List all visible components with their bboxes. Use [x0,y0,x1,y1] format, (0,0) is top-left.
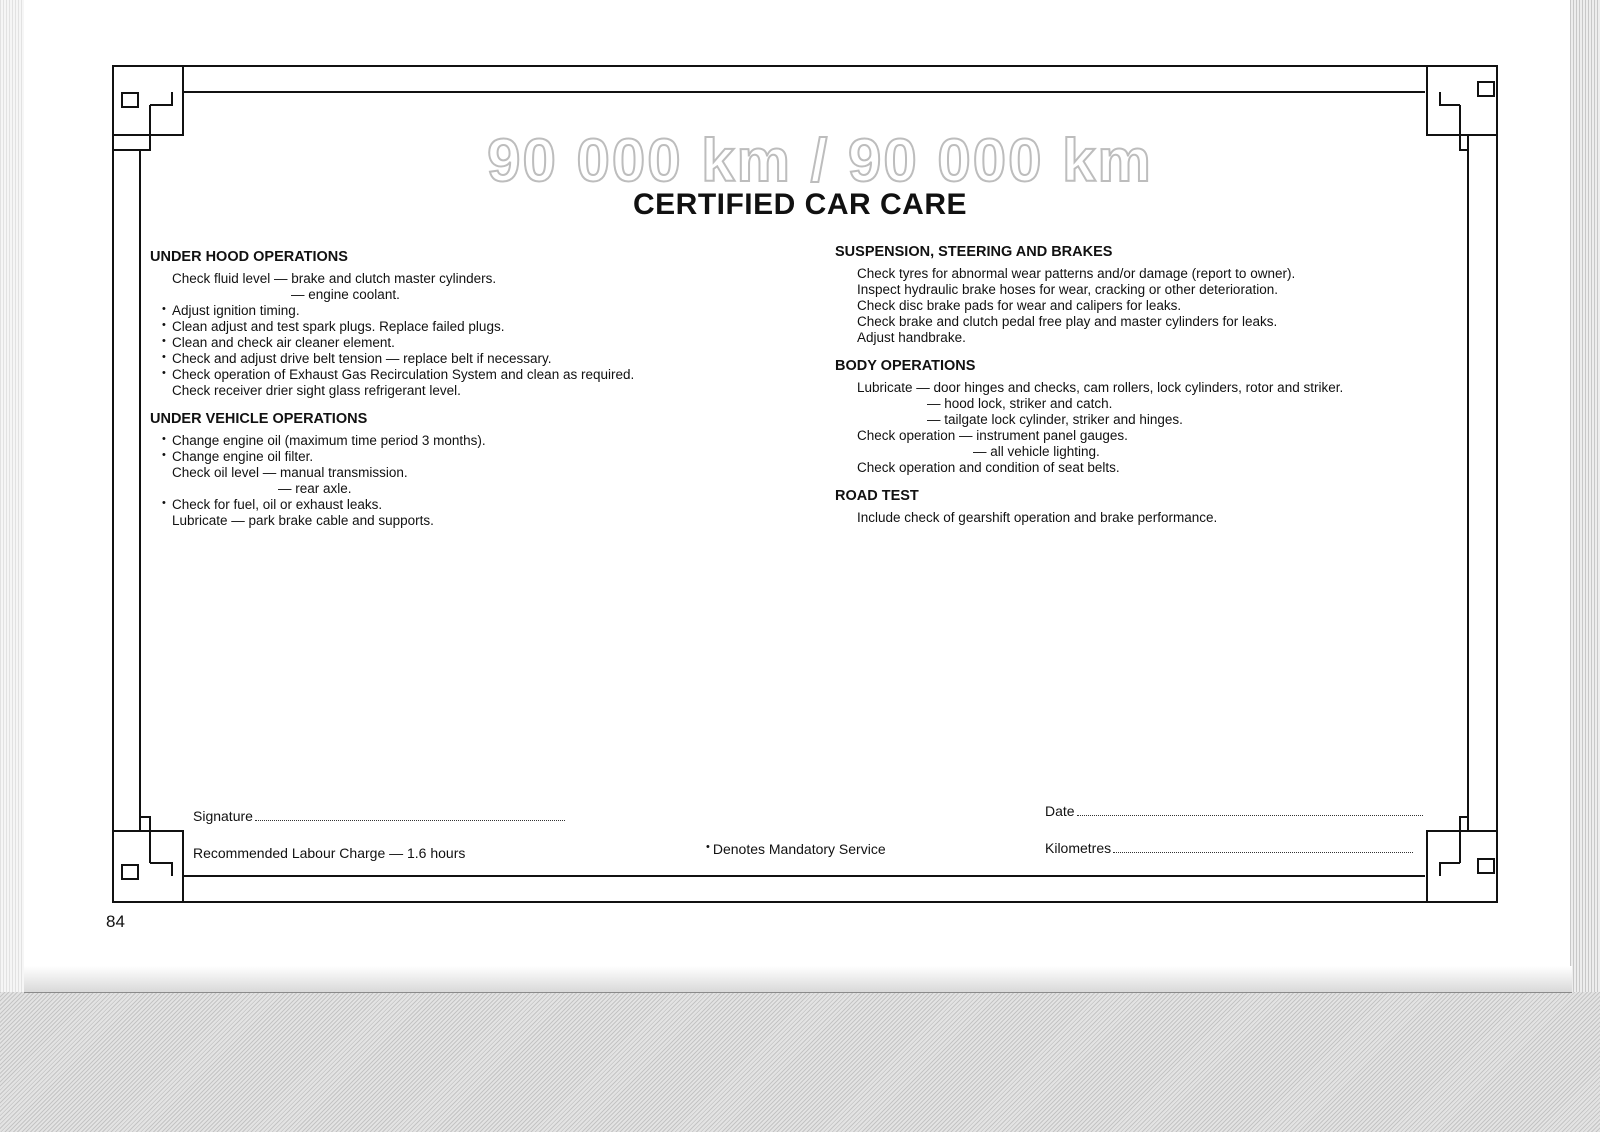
section-title: SUSPENSION, STEERING AND BRAKES [835,244,1113,260]
kilometres-label: Kilometres [1045,840,1112,856]
list-item-continuation: — rear axle. [278,481,352,496]
date-dotted-line[interactable] [1077,813,1423,816]
mandatory-bullet-icon: • [162,351,166,363]
list-item-mandatory: • Adjust ignition timing. [162,303,300,318]
signature-dotted-line[interactable] [255,818,565,821]
list-item-mandatory: • Change engine oil (maximum time period 3 months). [162,433,486,448]
section-title: BODY OPERATIONS [835,358,976,374]
list-item: Check operation — instrument panel gauges. [857,428,1128,443]
list-item: Check disc brake pads for wear and calipers for leaks. [857,298,1182,313]
list-item: Check fluid level — brake and clutch master cylinders. [172,271,497,286]
mandatory-bullet-icon: • [706,841,710,853]
list-item-mandatory: • Check operation of Exhaust Gas Recirculation System and clean as required. [162,367,635,382]
section-under-hood [150,249,800,399]
list-item-continuation: — all vehicle lighting. [973,444,1100,459]
list-item-mandatory: • Change engine oil filter. [162,449,314,464]
date-label: Date [1045,803,1075,819]
page-title: CERTIFIED CAR CARE [632,188,967,221]
mandatory-bullet-icon: • [162,319,166,331]
list-item: Check brake and clutch pedal free play and master cylinders for leaks. [857,314,1278,329]
list-item: Adjust handbrake. [857,330,966,345]
list-item: Check receiver drier sight glass refrigerant level. [172,383,461,398]
date-field[interactable] [1045,803,1423,819]
list-item: Check operation and condition of seat belts. [857,460,1120,475]
page-number: 84 [106,912,125,931]
labour-charge: Recommended Labour Charge — 1.6 hours [193,845,466,861]
list-item: Check oil level — manual transmission. [172,465,408,480]
section-title: ROAD TEST [835,488,919,504]
faded-interval-heading: 90 000 km / 90 000 km [487,127,1153,194]
mandatory-bullet-icon: • [162,303,166,315]
list-item-continuation: — engine coolant. [291,287,400,302]
section-body-operations [835,358,1535,476]
signature-label: Signature [193,808,253,824]
list-item-mandatory: • Clean adjust and test spark plugs. Replace failed plugs. [162,319,505,334]
section-suspension-steering-brakes [835,244,1535,346]
signature-field[interactable] [193,808,565,824]
list-item-continuation: — hood lock, striker and catch. [927,396,1113,411]
mandatory-bullet-icon: • [162,433,166,445]
list-item-mandatory: • Check and adjust drive belt tension — replace belt if necessary. [162,351,552,366]
section-road-test [835,488,1535,526]
list-item-mandatory: • Check for fuel, oil or exhaust leaks. [162,497,383,512]
kilometres-dotted-line[interactable] [1113,850,1413,853]
list-item: Inspect hydraulic brake hoses for wear, cracking or other deterioration. [857,282,1278,297]
list-item: Lubricate — door hinges and checks, cam rollers, lock cylinders, rotor and striker. [857,380,1344,395]
mandatory-bullet-icon: • [162,367,166,379]
list-item-continuation: — tailgate lock cylinder, striker and hinges. [927,412,1183,427]
mandatory-service-note: • Denotes Mandatory Service [706,841,886,857]
list-item: Include check of gearshift operation and brake performance. [857,510,1218,525]
mandatory-bullet-icon: • [162,449,166,461]
left-column [150,249,800,529]
section-under-vehicle [150,411,800,529]
list-item-mandatory: • Clean and check air cleaner element. [162,335,395,350]
mandatory-bullet-icon: • [162,497,166,509]
list-item: Lubricate — park brake cable and supports. [172,513,434,528]
list-item: Check tyres for abnormal wear patterns and/or damage (report to owner). [857,266,1296,281]
right-column [835,244,1535,526]
mandatory-bullet-icon: • [162,335,166,347]
section-title: UNDER HOOD OPERATIONS [150,249,348,265]
kilometres-field[interactable] [1045,840,1413,856]
section-title: UNDER VEHICLE OPERATIONS [150,411,368,427]
